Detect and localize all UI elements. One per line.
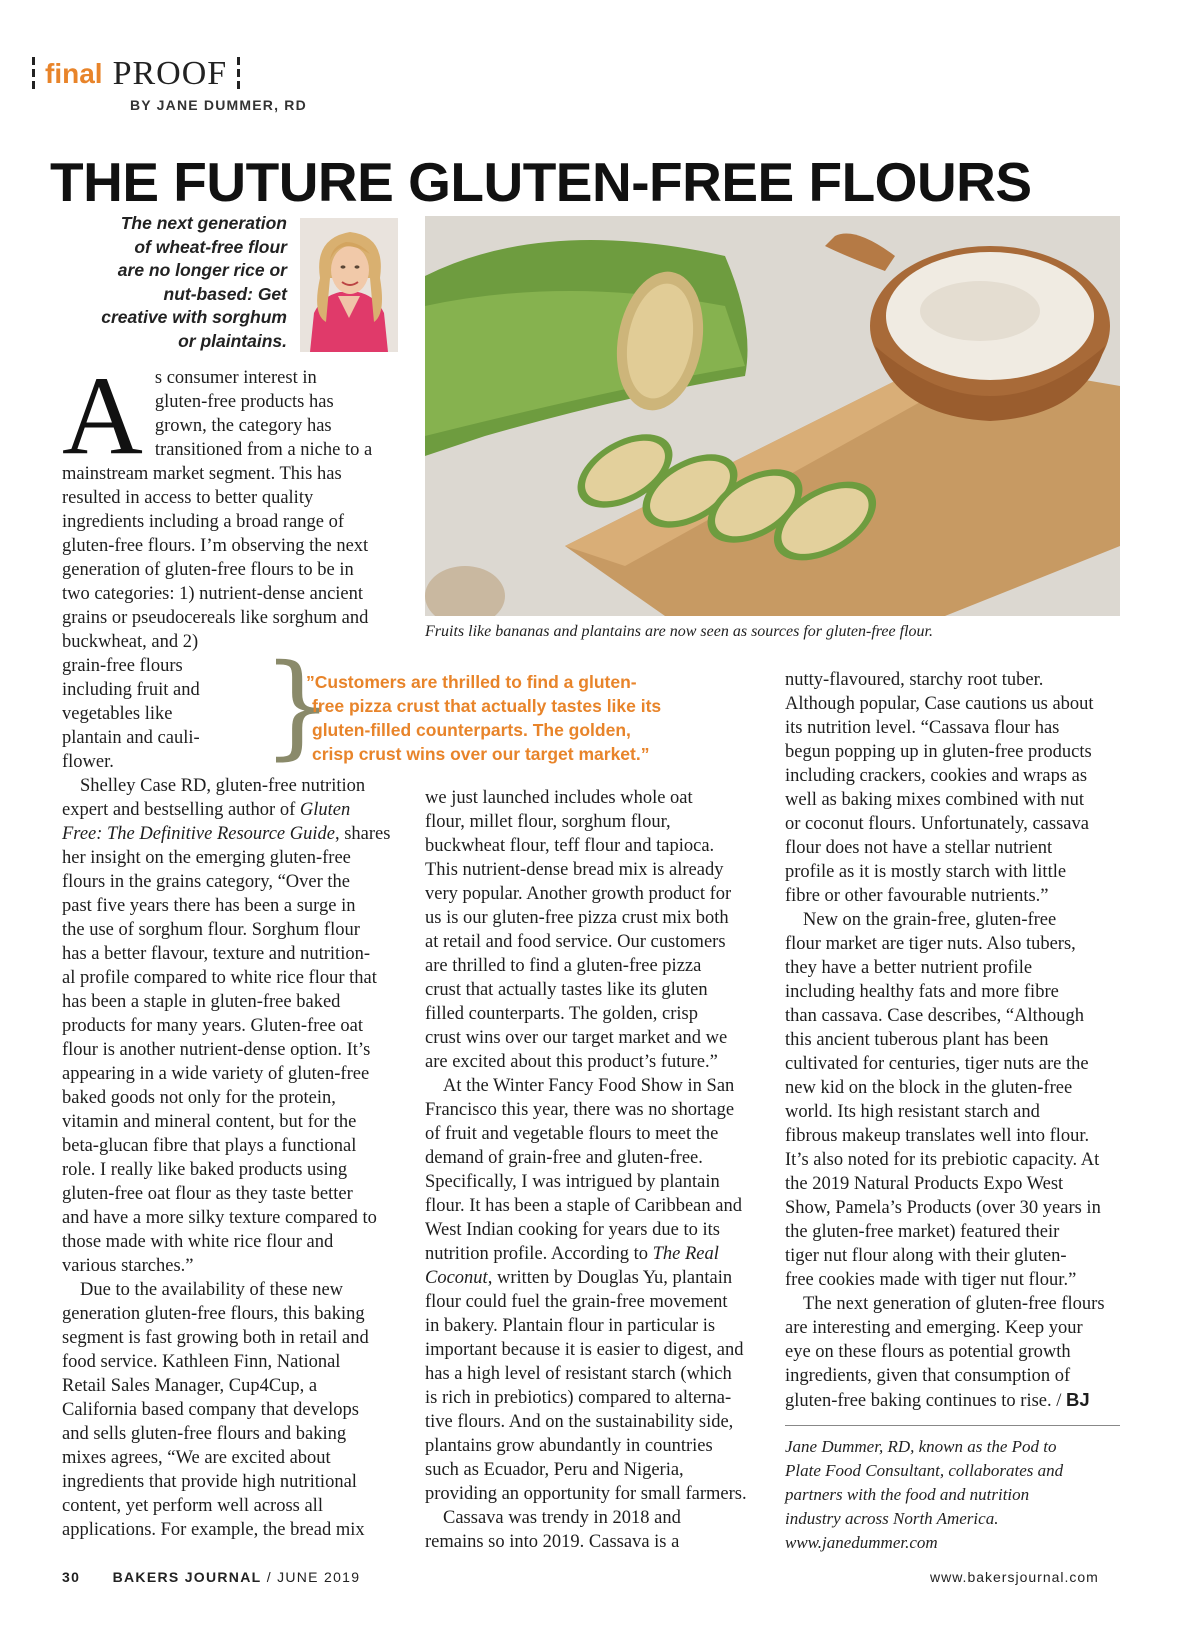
text-line: flower. xyxy=(62,752,114,772)
paragraph xyxy=(425,1506,770,1554)
text-line: us is our gluten-free pizza crust mix both xyxy=(425,908,729,928)
bio-line: partners with the food and nutrition xyxy=(785,1485,1030,1504)
text-line: beta-glucan fibre that plays a functional xyxy=(62,1136,357,1156)
text-line: new kid on the block in the gluten-free xyxy=(785,1078,1073,1098)
paragraph xyxy=(785,908,1130,1292)
text-line: profile as it is mostly starch with little xyxy=(785,862,1067,882)
text-line: has been a staple in gluten-free baked xyxy=(62,992,341,1012)
section-kicker xyxy=(32,52,240,96)
bio-line: industry across North America. xyxy=(785,1509,999,1528)
article-title: THE FUTURE GLUTEN-FREE FLOURS xyxy=(50,151,1032,213)
text-line: crust wins over our target market and we xyxy=(425,1028,728,1048)
kicker-bar-left xyxy=(32,57,35,91)
text-line: including healthy fats and more fibre xyxy=(785,982,1059,1002)
issue-date: / JUNE 2019 xyxy=(266,1569,361,1585)
text-line: crust that actually tastes like its gluten xyxy=(425,980,708,1000)
text-line: resulted in access to better quality xyxy=(62,488,314,508)
drop-cap: A xyxy=(62,354,143,478)
plantain-flour-photo xyxy=(425,216,1120,616)
text-line: role. I really like baked products using xyxy=(62,1160,348,1180)
text-line: cultivated for centuries, tiger nuts are the xyxy=(785,1054,1089,1074)
paragraph xyxy=(425,786,770,1074)
text-line: nutty-flavoured, starchy root tuber. xyxy=(785,670,1044,690)
text-line: such as Ecuador, Peru and Nigeria, xyxy=(425,1460,684,1480)
text-line: has a better flavour, texture and nutrition- xyxy=(62,944,370,964)
kicker-final: final xyxy=(45,58,103,89)
text-line: grown, the category has xyxy=(154,416,332,436)
text-line: the gluten-free market) featured their xyxy=(785,1222,1060,1242)
text-line: segment is fast growing both in retail and xyxy=(62,1328,369,1348)
text-line: West Indian cooking for years due to its xyxy=(425,1220,720,1240)
text-line: tiger nut flour along with their gluten- xyxy=(785,1246,1067,1266)
text-line: is rich in prebiotics) compared to alterna- xyxy=(425,1388,732,1408)
deck xyxy=(62,212,287,353)
text-line: eye on these flours as potential growth xyxy=(785,1342,1071,1362)
text-line: The next generation of gluten-free flours xyxy=(803,1294,1105,1314)
text-line: generation of gluten-free flours to be in xyxy=(62,560,354,580)
text-line: grains or pseudocereals like sorghum and xyxy=(62,608,369,628)
text-line: flour does not have a stellar nutrient xyxy=(785,838,1053,858)
text-line: products for many years. Gluten-free oat xyxy=(62,1016,364,1036)
text-line: the use of sorghum flour. Sorghum flour xyxy=(62,920,360,940)
text-line: free cookies made with tiger nut flour.” xyxy=(785,1270,1077,1290)
text-line: This nutrient-dense bread mix is already xyxy=(425,860,724,880)
deck-line: or plaintains. xyxy=(178,330,287,351)
column-1 xyxy=(62,354,402,1542)
kicker-bar-right xyxy=(237,57,240,91)
text-line: content, yet perform well across all xyxy=(62,1496,323,1516)
text-line: they have a better nutrient profile xyxy=(785,958,1033,978)
text-line: gluten-free products has xyxy=(154,392,334,412)
text-line: Specifically, I was intrigued by plantain xyxy=(425,1172,720,1192)
text-line: we just launched includes whole oat xyxy=(425,788,693,808)
text-line: are excited about this product’s future.” xyxy=(425,1052,718,1072)
text-line: generation gluten-free flours, this baking xyxy=(62,1304,365,1324)
text-line: are thrilled to find a gluten-free pizza xyxy=(425,956,702,976)
text-line: flour is another nutrient-dense option. It’s xyxy=(62,1040,371,1060)
pullquote-line: crisp crust wins over our target market.” xyxy=(312,744,650,764)
text-line: flour, millet flour, sorghum flour, xyxy=(425,812,671,832)
text-line: nutrition profile. According to The Real xyxy=(425,1244,719,1264)
text-line: demand of grain-free and gluten-free. xyxy=(425,1148,703,1168)
author-bio xyxy=(785,1435,1125,1555)
paragraph xyxy=(425,1074,770,1506)
bio-line: Plate Food Consultant, collaborates and xyxy=(785,1461,1064,1480)
text-line: including fruit and xyxy=(62,680,200,700)
text-line: Although popular, Case cautions us about xyxy=(785,694,1094,714)
text-line: Coconut, written by Douglas Yu, plantain xyxy=(425,1268,733,1288)
text-line: New on the grain-free, gluten-free xyxy=(803,910,1057,930)
text-line: tive flours. And on the sustainability side, xyxy=(425,1412,734,1432)
author-photo xyxy=(300,218,398,352)
text-line: Retail Sales Manager, Cup4Cup, a xyxy=(62,1376,318,1396)
text-line: remains so into 2019. Cassava is a xyxy=(425,1532,680,1552)
text-line: California based company that develops xyxy=(62,1400,359,1420)
text-line: at retail and food service. Our customers xyxy=(425,932,726,952)
text-line: Show, Pamela’s Products (over 30 years in xyxy=(785,1198,1101,1218)
text-line: al profile compared to white rice flour that xyxy=(62,968,377,988)
pullquote-brace: } xyxy=(262,641,334,771)
text-line: two categories: 1) nutrient-dense ancient xyxy=(62,584,364,604)
author-website-link[interactable]: www.janedummer.com xyxy=(785,1533,938,1552)
text-line: mainstream market segment. This has xyxy=(62,464,342,484)
deck-line: are no longer rice or xyxy=(117,260,287,280)
deck-line: nut-based: Get xyxy=(163,283,287,304)
column-2 xyxy=(425,786,770,1554)
footer-website-link[interactable]: www.bakersjournal.com xyxy=(930,1569,1099,1585)
text-line: her insight on the emerging gluten-free xyxy=(62,848,351,868)
text-line: important because it is easier to digest, and xyxy=(425,1340,744,1360)
text-line: ingredients, given that consumption of xyxy=(785,1366,1071,1386)
text-line: Cassava was trendy in 2018 and xyxy=(443,1508,681,1528)
bio-line: Jane Dummer, RD, known as the Pod to xyxy=(785,1437,1057,1456)
text-line: Due to the availability of these new xyxy=(80,1280,344,1300)
text-line: past five years there has been a surge in xyxy=(62,896,356,916)
text-line: very popular. Another growth product for xyxy=(425,884,732,904)
deck-line: creative with sorghum xyxy=(101,307,287,327)
text-line: or coconut flours. Unfortunately, cassava xyxy=(785,814,1089,834)
kicker-proof: PROOF xyxy=(112,55,228,92)
text-line: buckwheat, and 2) xyxy=(62,632,199,652)
text-line xyxy=(785,1388,1130,1413)
text-line: those made with white rice flour and xyxy=(62,1232,334,1252)
text-line: expert and bestselling author of Gluten xyxy=(62,800,351,820)
pullquote-line: ”Customers are thrilled to find a gluten- xyxy=(306,672,637,692)
text-line: flour market are tiger nuts. Also tubers, xyxy=(785,934,1076,954)
deck-line: of wheat-free flour xyxy=(134,236,287,257)
publication-name: BAKERS JOURNAL xyxy=(112,1569,262,1585)
text-line: It’s also noted for its prebiotic capacity. At xyxy=(785,1150,1100,1170)
text-line: begun popping up in gluten-free products xyxy=(785,742,1092,762)
text-line: At the Winter Fancy Food Show in San xyxy=(443,1076,735,1096)
text-line: gluten-free flours. I’m observing the next xyxy=(62,536,369,556)
text-line: flour could fuel the grain-free movement xyxy=(425,1292,728,1312)
text-line: than cassava. Case describes, “Although xyxy=(785,1006,1084,1026)
text-line: world. Its high resistant starch and xyxy=(785,1102,1040,1122)
text-line: plantains grow abundantly in countries xyxy=(425,1436,713,1456)
text-line: vitamin and mineral content, but for the xyxy=(62,1112,357,1132)
sign-off: BJ xyxy=(1066,1389,1090,1410)
text-line: including crackers, cookies and wraps as xyxy=(785,766,1088,786)
text-line: mixes agrees, “We are excited about xyxy=(62,1448,331,1468)
text-line: Free: The Definitive Resource Guide, shares xyxy=(62,824,391,844)
pullquote-line: gluten-filled counterparts. The golden, xyxy=(312,720,631,740)
text-line: gluten-free oat flour as they taste better xyxy=(62,1184,353,1204)
text-line: flour. It has been a staple of Caribbean and xyxy=(425,1196,742,1216)
text-line: transitioned from a niche to a xyxy=(154,440,373,460)
text-line: well as baking mixes combined with nut xyxy=(785,790,1085,810)
paragraph xyxy=(785,1292,1130,1413)
text-line: s consumer interest in xyxy=(154,368,317,388)
text-line: are interesting and emerging. Keep your xyxy=(785,1318,1083,1338)
text-line: providing an opportunity for small farmers. xyxy=(425,1484,747,1504)
text-line: baked goods not only for the protein, xyxy=(62,1088,336,1108)
pullquote-line: free pizza crust that actually tastes like its xyxy=(312,696,662,716)
column-3 xyxy=(785,668,1130,1413)
text-line: Shelley Case RD, gluten-free nutrition xyxy=(80,776,366,796)
text-line-final: gluten-free baking continues to rise. / xyxy=(785,1391,1067,1411)
text-line: ingredients including a broad range of xyxy=(62,512,345,532)
text-line: Francisco this year, there was no shortage xyxy=(425,1100,735,1120)
text-line: ingredients that provide high nutritional xyxy=(62,1472,357,1492)
text-line: has a high level of resistant starch (which xyxy=(425,1364,732,1384)
pullquote xyxy=(306,670,776,766)
text-line: flours in the grains category, “Over the xyxy=(62,872,351,892)
text-line: the 2019 Natural Products Expo West xyxy=(785,1174,1064,1194)
byline: BY JANE DUMMER, RD xyxy=(130,97,307,113)
text-line: buckwheat flour, teff flour and tapioca. xyxy=(425,836,715,856)
paragraph xyxy=(62,774,402,1278)
paragraph xyxy=(62,1278,402,1542)
text-line: appearing in a wide variety of gluten-free xyxy=(62,1064,370,1084)
text-line: vegetables like xyxy=(62,704,173,724)
text-line: food service. Kathleen Finn, National xyxy=(62,1352,341,1372)
bio-divider xyxy=(785,1425,1120,1426)
text-line: fibre or other favourable nutrients.” xyxy=(785,886,1049,906)
text-line: plantain and cauli- xyxy=(62,728,200,748)
text-line: of fruit and vegetable flours to meet the xyxy=(425,1124,719,1144)
text-line: fibrous makeup translates well into flour. xyxy=(785,1126,1090,1146)
text-line: its nutrition level. “Cassava flour has xyxy=(785,718,1060,738)
text-line: and have a more silky texture compared to xyxy=(62,1208,377,1228)
text-line: in bakery. Plantain flour in particular is xyxy=(425,1316,716,1336)
text-line: this ancient tuberous plant has been xyxy=(785,1030,1049,1050)
footer-folio xyxy=(62,1569,360,1585)
photo-caption: Fruits like bananas and plantains are now seen as sources for gluten-free flour. xyxy=(425,623,933,640)
text-line: various starches.” xyxy=(62,1256,194,1276)
text-line: applications. For example, the bread mix xyxy=(62,1520,365,1540)
text-line: filled counterparts. The golden, crisp xyxy=(425,1004,698,1024)
text-line: grain-free flours xyxy=(62,656,183,676)
paragraph xyxy=(785,668,1130,908)
text-line: and sells gluten-free flours and baking xyxy=(62,1424,347,1444)
page-number: 30 xyxy=(62,1569,81,1585)
deck-line: The next generation xyxy=(120,213,287,233)
